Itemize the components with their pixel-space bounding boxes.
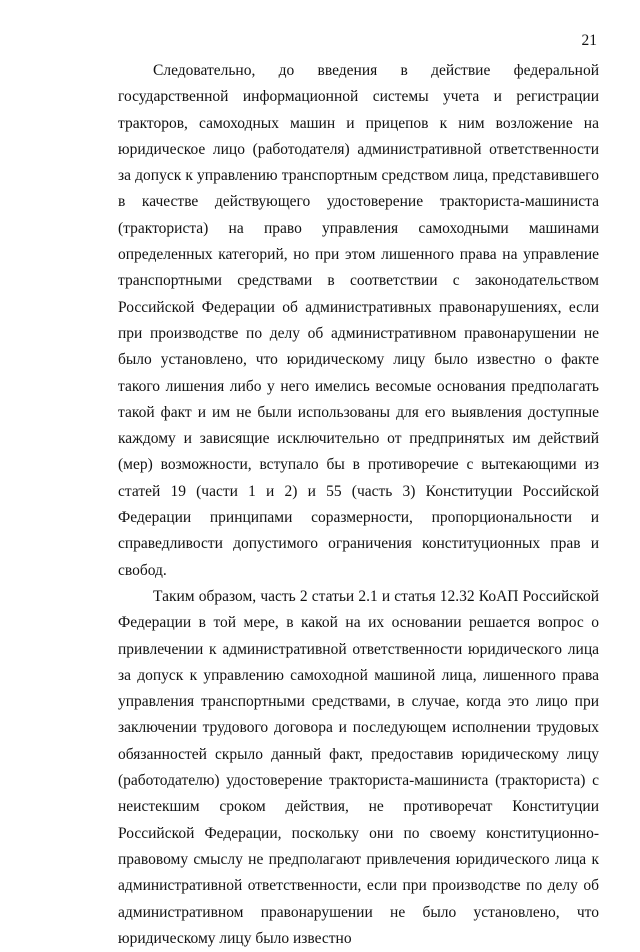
page-number: 21 bbox=[581, 32, 597, 49]
document-body bbox=[118, 58, 599, 952]
paragraph-thus: Таким образом, часть 2 статьи 2.1 и статья 12.32 КоАП Российской Федерации в той мере, в какой на их основании решается вопрос о привлечении к административной ответственности юридического лица за допуск к управлению самоходной машиной лица, лишенного права управления транспортными средствами, в случае, когда это лицо при заключении трудового договора и последующем исполнении трудовых обязанностей скрыло данный факт, предоставив юридическому лицу (работодателю) удостоверение тракториста-машиниста (тракториста) с неистекшим сроком действия, не противоречат Конституции Российской Федерации, поскольку они по своему конституционно-правовому смыслу не предполагают привлечения юридического лица к административной ответственности, если при производстве по делу об административном правонарушении не было установлено, что юридическому лицу было известно bbox=[118, 587, 599, 947]
paragraph-consequently: Следовательно, до введения в действие федеральной государственной информационной системы учета и регистрации тракторов, самоходных машин и прицепов к ним возложение на юридическое лицо (работодателя) административной ответственности за допуск к управлению транспортным средством лица, представившего в качестве действующего удостоверение тракториста-машиниста (тракториста) на право управления самоходными машинами определенных категорий, но при этом лишенного права на управление транспортными средствами в соответствии с законодательством Российской Федерации об административных правонарушениях, если при производстве по делу об административном правонарушении не было установлено, что юридическому лицу было известно о факте такого лишения либо у него имелись весомые основания предполагать такой факт и им не были использованы для его выявления доступные каждому и зависящие исключительно от предпринятых им действий (мер) возможности, вступало бы в противоречие с вытекающими из статей 19 (части 1 и 2) и 55 (часть 3) Конституции Российской Федерации принципами соразмерности, пропорциональности и справедливости допустимого ограничения конституционных прав и свобод. bbox=[118, 62, 599, 579]
